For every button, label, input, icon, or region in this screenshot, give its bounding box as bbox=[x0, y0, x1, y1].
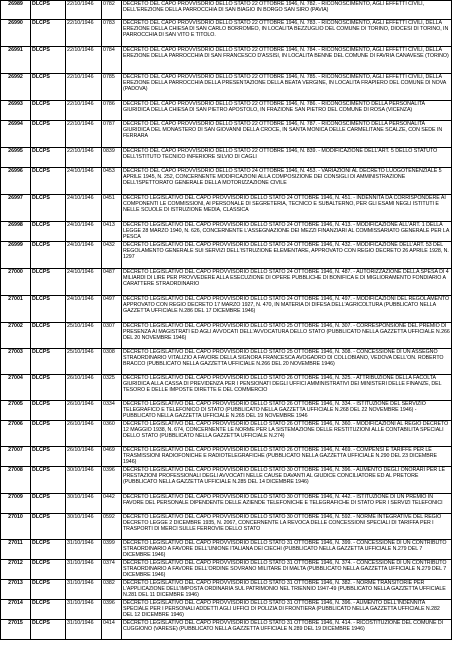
act-type: DLCPS bbox=[31, 540, 66, 560]
act-description: DECRETO LEGISLATIVO DEL CAPO PROVVISORIO DELLO STATO 25 OTTOBRE 1946, N. 308. - CONCESSIONE DI UN ASSEGNO STRAORDINARIO VITALIZIO A FAVORE DELLA SIGNORA FRANCESCA AVOGADRO DI COLLOBIANO, VEDOVA DELL'ON. ROBERTO BRACCO (PUBBLICATO NELLA GAZZETTA UFFICIALE N.266 DEL 20 NOVEMBRE 1946) bbox=[122, 349, 452, 375]
act-type: DLCPS bbox=[31, 195, 66, 222]
act-number: 0334 bbox=[102, 401, 122, 421]
act-number: 0399 bbox=[102, 540, 122, 560]
table-row bbox=[1, 467, 452, 494]
act-date: 31/10/1946 bbox=[66, 580, 102, 600]
act-number: 0413 bbox=[102, 222, 122, 242]
record-number: 27013 bbox=[1, 580, 31, 600]
act-number: 0396 bbox=[102, 467, 122, 494]
act-type: DLCPS bbox=[31, 168, 66, 195]
act-description: DECRETO DEL CAPO PROVVISORIO DELLO STATO 22 OTTOBRE 1946, N. 783. - RICONOSCIMENTO, AGLI EFFETTI CIVILI, DELLA EREZIONE DELLA CHIESA DI SAN CARLO BORROMEO, IN LOCALITA BEZZUGLIO DEL COMUNE DI TORINO, DIOCESI DI TORINO, IN PARROCCHIA DI SAN VITO E TITOLO. bbox=[122, 20, 452, 47]
table-row bbox=[1, 620, 452, 640]
act-description: DECRETO LEGISLATIVO DEL CAPO PROVVISORIO DELLO STATO 25 OTTOBRE 1946, N. 307. - CORRESPONSIONE DEL PREMIO DI PRESENZA AI MAGISTRATI ED AGLI AVVOCATI DELL'AVVOCATURA DELLO STATO (PUBBLICATO NELLA GAZZETTA UFFICIALE N.266 DEL 20 NOVEMBRE 1946) bbox=[122, 323, 452, 349]
act-type: DLCPS bbox=[31, 467, 66, 494]
act-date: 31/10/1946 bbox=[66, 600, 102, 620]
act-date: 22/10/1946 bbox=[66, 1, 102, 20]
act-description: DECRETO LEGISLATIVO DEL CAPO PROVVISORIO DELLO STATO 26 OTTOBRE 1946, N. 360. - MODIFICAZIONI AL REGIO DECRETO 12 MAGGIO 1938, N. 674, CONCERNENTE LE NORME PER LA SISTEMAZIONE DELLE RESTITUZIONI ALLE CONTABILITA SPECIALI DELLO STATO (PUBBLICATO NELLA GAZZETTA UFFICIALE N.274) bbox=[122, 421, 452, 447]
record-number: 26996 bbox=[1, 168, 31, 195]
act-date: 25/10/1946 bbox=[66, 323, 102, 349]
act-date: 31/10/1946 bbox=[66, 620, 102, 640]
act-type: DLCPS bbox=[31, 121, 66, 148]
act-date: 24/10/1946 bbox=[66, 168, 102, 195]
act-description: DECRETO LEGISLATIVO DEL CAPO PROVVISORIO DELLO STATO 24 OTTOBRE 1946, N. 451. - INDENNITA DA CORRISPONDERE AI COMPONENTI LE COMMISSIONI, AI PERSONALE DI SEGRETERIA, TECNICO E SUBALTERNO, PER GLI ESAMI NEGLI ISTITUTI E NELLE SCUOLE DI ISTRUZIONE MEDIA, CLASSICA bbox=[122, 195, 452, 222]
act-type: DLCPS bbox=[31, 580, 66, 600]
act-type: DLCPS bbox=[31, 349, 66, 375]
record-number: 26989 bbox=[1, 1, 31, 20]
record-number: 26997 bbox=[1, 195, 31, 222]
act-number: 0469 bbox=[102, 447, 122, 467]
table-row bbox=[1, 242, 452, 269]
table-row bbox=[1, 101, 452, 121]
act-description: DECRETO DEL CAPO PROVVISORIO DELLO STATO 22 OTTOBRE 1946, N. 786. - RICONOSCIMENTO DELLA PERSONALITA GIURIDICA DELLA CHIESA DI SAN PIETRO APOSTOLO, IN FRAZIONE SAN PIETRO DEL COMUNE DI ROSA (VICENZA) bbox=[122, 101, 452, 121]
act-type: DLCPS bbox=[31, 421, 66, 447]
act-date: 25/10/1946 bbox=[66, 349, 102, 375]
act-number: 0783 bbox=[102, 20, 122, 47]
record-number: 27012 bbox=[1, 560, 31, 580]
record-number: 27001 bbox=[1, 296, 31, 323]
act-date: 22/10/1946 bbox=[66, 101, 102, 121]
act-number: 0432 bbox=[102, 242, 122, 269]
act-type: DLCPS bbox=[31, 600, 66, 620]
act-type: DLCPS bbox=[31, 74, 66, 101]
act-type: DLCPS bbox=[31, 447, 66, 467]
table-row bbox=[1, 421, 452, 447]
record-number: 27004 bbox=[1, 375, 31, 401]
act-description: DECRETO LEGISLATIVO DEL CAPO PROVVISORIO DELLO STATO 30 OTTOBRE 1946, N. 592. - NORME INTEGRATIVE DEL REGIO DECRETO LEGGE 2 DICEMBRE 1935, N. 2067, CONCERNENTE LA REVOCA DELLE CONCESSIONI SPECIALI DI TARIFFA PER I TRASPORTI DI MERCI SULLE FERROVIE DELLO STATO bbox=[122, 514, 452, 540]
act-number: 0497 bbox=[102, 296, 122, 323]
act-date: 24/10/1946 bbox=[66, 296, 102, 323]
record-number: 27011 bbox=[1, 540, 31, 560]
table-row bbox=[1, 47, 452, 74]
act-date: 26/10/1946 bbox=[66, 375, 102, 401]
table-row bbox=[1, 447, 452, 467]
act-number: 0325 bbox=[102, 375, 122, 401]
decree-register-body bbox=[1, 1, 452, 640]
record-number: 26992 bbox=[1, 74, 31, 101]
table-row bbox=[1, 375, 452, 401]
act-number: 0785 bbox=[102, 74, 122, 101]
record-number: 27006 bbox=[1, 421, 31, 447]
table-row bbox=[1, 222, 452, 242]
act-description: DECRETO DEL CAPO PROVVISORIO DELLO STATO 22 OTTOBRE 1946, N. 839. - MODIFICAZIONE DELL'ART. 5 DELLO STATUTO DELL'ISTITUTO TECNICO INFERIORE SILVIO DI CAGLI bbox=[122, 148, 452, 168]
act-type: DLCPS bbox=[31, 620, 66, 640]
act-number: 0360 bbox=[102, 421, 122, 447]
table-row bbox=[1, 269, 452, 296]
act-description: DECRETO DEL CAPO PROVVISORIO DELLO STATO 22 OTTOBRE 1946, N. 787. - RICONOSCIMENTO DELLA PERSONALITA GIURIDICA DEL MONASTERO DI SAN GIOVANNI DELLA CROCE, IN SANTA MONICA DELLE CARMELITANE SCALZE, CON SEDE IN FERRARA bbox=[122, 121, 452, 148]
act-date: 24/10/1946 bbox=[66, 242, 102, 269]
table-row bbox=[1, 600, 452, 620]
act-type: DLCPS bbox=[31, 242, 66, 269]
table-row bbox=[1, 494, 452, 514]
act-type: DLCPS bbox=[31, 296, 66, 323]
act-number: 0396 bbox=[102, 600, 122, 620]
act-type: DLCPS bbox=[31, 494, 66, 514]
act-type: DLCPS bbox=[31, 269, 66, 296]
act-type: DLCPS bbox=[31, 375, 66, 401]
record-number: 27002 bbox=[1, 323, 31, 349]
record-number: 27015 bbox=[1, 620, 31, 640]
act-number: 0382 bbox=[102, 580, 122, 600]
act-type: DLCPS bbox=[31, 401, 66, 421]
record-number: 27005 bbox=[1, 401, 31, 421]
act-description: DECRETO LEGISLATIVO DEL CAPO PROVVISORIO DELLO STATO 31 OTTOBRE 1946, N. 396. - AUMENTO DELL'INDENNITA SPECIALE PER I PERSONALI ADDETTI AGLI UFFICI DI POLIZIA DI FRONTIERA (PUBBLICATO NELLA GAZZETTA UFFICIALE N.282 DEL 12 DICEMBRE 1946) bbox=[122, 600, 452, 620]
act-type: DLCPS bbox=[31, 101, 66, 121]
act-description: DECRETO LEGISLATIVO DEL CAPO PROVVISORIO DELLO STATO 30 OTTOBRE 1946, N. 396. - AUMENTO DEGLI ONORARI PER LE PRESTAZIONI PROFESSIONALI DEGLI AVVOCATI NELLE CAUSE DAVANTI AL GIUDICE CONCILIATORE ED AL PRETORE (PUBBLICATO NELLA GAZZETTA UFFICIALE N.285 DEL 14 DICEMBRE 1946) bbox=[122, 467, 452, 494]
record-number: 27007 bbox=[1, 447, 31, 467]
table-row bbox=[1, 349, 452, 375]
act-number: 0307 bbox=[102, 323, 122, 349]
table-row bbox=[1, 74, 452, 101]
record-number: 26994 bbox=[1, 121, 31, 148]
act-number: 0782 bbox=[102, 1, 122, 20]
act-date: 22/10/1946 bbox=[66, 47, 102, 74]
record-number: 26998 bbox=[1, 222, 31, 242]
table-row bbox=[1, 560, 452, 580]
act-description: DECRETO LEGISLATIVO DEL CAPO PROVVISORIO DELLO STATO 31 OTTOBRE 1946, N. 382. - NORME TRANSITORIE PER L'APPLICAZIONE DELL'IMPOSTA ORDINARIA SUL PATRIMONIO NEL TRIENNIO 1947-49 (PUBBLICATO NELLA GAZZETTA UFFICIALE N.281 DEL 11 DICEMBRE 1946) bbox=[122, 580, 452, 600]
act-date: 22/10/1946 bbox=[66, 20, 102, 47]
act-type: DLCPS bbox=[31, 47, 66, 74]
act-number: 0414 bbox=[102, 620, 122, 640]
act-description: DECRETO LEGISLATIVO DEL CAPO PROVVISORIO DELLO STATO 26 OTTOBRE 1946, N. 469. - COMPENSI E TARIFFE PER LE TRASMISSIONI RADIOFONICHE E RADIOTELEGRAFICHE (PUBBLICATO NELLA GAZZETTA UFFICIALE N.290 DEL 23 DICEMBRE 1946) bbox=[122, 447, 452, 467]
table-row bbox=[1, 323, 452, 349]
act-description: DECRETO LEGISLATIVO DEL CAPO PROVVISORIO DELLO STATO 31 OTTOBRE 1946, N. 399. - CONCESSIONE DI UN CONTRIBUTO STRAORDINARIO A FAVORE DELL'UNIONE ITALIANA DEI CIECHI (PUBBLICATO NELLA GAZZETTA UFFICIALE N.279 DEL 7 DICEMBRE 1946) bbox=[122, 540, 452, 560]
act-type: DLCPS bbox=[31, 20, 66, 47]
act-date: 22/10/1946 bbox=[66, 148, 102, 168]
act-description: DECRETO LEGISLATIVO DEL CAPO PROVVISORIO DELLO STATO 30 OTTOBRE 1946, N. 442. - ISTITUZIONE DI UN PREMIO IN FAVORE DEL PERSONALE DIPENDENTE DELLE AZIENDE TELEFONICHE E TELEGRAFICHE DI STATO PER I SERVIZI TELEFONICI bbox=[122, 494, 452, 514]
act-number: 0442 bbox=[102, 494, 122, 514]
act-number: 0487 bbox=[102, 269, 122, 296]
record-number: 26991 bbox=[1, 47, 31, 74]
act-description: DECRETO LEGISLATIVO DEL CAPO PROVVISORIO DELLO STATO 24 OTTOBRE 1946, N. 487. - AUTORIZZAZIONE DELLA SPESA DI 4 MILIARDI DI LIRE PER PROVVEDERE ALLA ESECUZIONE DI OPERE PUBBLICHE DI BONIFICA E DI MIGLIORAMENTO FONDIARIO A CARATTERE STRAORDINARIO bbox=[122, 269, 452, 296]
record-number: 26995 bbox=[1, 148, 31, 168]
act-description: DECRETO LEGISLATIVO DEL CAPO PROVVISORIO DELLO STATO 26 OTTOBRE 1946, N. 334. - ISTITUZIONE DEL SERVIZIO TELEGRAFICO E TELEFONICO DI STATO (PUBBLICATO NELLA GAZZETTA UFFICIALE N.268 DEL 22 NOVEMBRE 1946) - PUBBLICATO NELLA GAZZETTA UFFICIALE N.265 DEL 19 NOVEMBRE 1946 bbox=[122, 401, 452, 421]
act-description: DECRETO LEGISLATIVO DEL CAPO PROVVISORIO DELLO STATO 26 OTTOBRE 1946, N. 325. - ATTRIBUZIONE DELLA FACOLTA GIURIDICA ALLA CASSA DI PREVIDENZA PER I PENSIONATI DEGLI UFFICI AMMINISTRATIVI DEI MINISTERI DELLE FINANZE, DEL TESORO E DELLE IMPOSTE DIRETTE E DEL COMMERCIO bbox=[122, 375, 452, 401]
record-number: 26990 bbox=[1, 20, 31, 47]
act-date: 31/10/1946 bbox=[66, 560, 102, 580]
table-row bbox=[1, 121, 452, 148]
act-date: 24/10/1946 bbox=[66, 195, 102, 222]
act-description: DECRETO DEL CAPO PROVVISORIO DELLO STATO 22 OTTOBRE 1946, N. 785. - RICONOSCIMENTO, AGLI EFFETTI CIVILI, DELLA EREZIONE DELLA PARROCCHIA DELLA PRESENTAZIONE DELLA BEATA VERGINE, IN LOCALITA FRAPIERO DEL COMUNE DI NOVA (PADOVA) bbox=[122, 74, 452, 101]
act-type: DLCPS bbox=[31, 148, 66, 168]
act-type: DLCPS bbox=[31, 560, 66, 580]
act-description: DECRETO LEGISLATIVO DEL CAPO PROVVISORIO DELLO STATO 31 OTTOBRE 1946, N. 374. - CONCESSIONE DI UN CONTRIBUTO STRAORDINARIO A FAVORE DELL'ORDINE SOVRANO MILITARE DI MALTA (PUBBLICATO NELLA GAZZETTA UFFICIALE N.279 DEL 7 DICEMBRE 1946) bbox=[122, 560, 452, 580]
act-number: 0784 bbox=[102, 47, 122, 74]
act-number: 0308 bbox=[102, 349, 122, 375]
act-number: 0451 bbox=[102, 195, 122, 222]
record-number: 27008 bbox=[1, 467, 31, 494]
table-row bbox=[1, 401, 452, 421]
act-description: DECRETO DEL CAPO PROVVISORIO DELLO STATO 22 OTTOBRE 1946, N. 782. - RICONOSCIMENTO, AGLI EFFETTI CIVILI, DELL'EREZIONE DELLA PARROCCHIA DI SAN BIAGIO IN BORGO SAN SIRO (PAVIA) bbox=[122, 1, 452, 20]
act-description: DECRETO LEGISLATIVO DEL CAPO PROVVISORIO DELLO STATO 24 OTTOBRE 1946, N. 432. - MODIFICAZIONE DELL'ART. 53 DEL REGOLAMENTO GENERALE SUI SERVIZI DELL'ISTRUZIONE ELEMENTARE, APPROVATO CON REGIO DECRETO 26 APRILE 1928, N. 1297 bbox=[122, 242, 452, 269]
act-number: 0786 bbox=[102, 101, 122, 121]
act-number: 0592 bbox=[102, 514, 122, 540]
record-number: 27000 bbox=[1, 269, 31, 296]
act-date: 24/10/1946 bbox=[66, 222, 102, 242]
act-description: DECRETO DEL CAPO PROVVISORIO DELLO STATO 24 OTTOBRE 1946, N. 453. - VARIAZIONI AL DECRETO LUOGOTENENZIALE 5 APRILE 1945, N. 252, CONCERNENTE MODIFICAZIONI ALLA COMPOSIZIONE DEI CONSIGLI DI AMMINISTRAZIONE DELL'ISPETTORATO GENERALE DELLA MOTORIZZAZIONE CIVILE bbox=[122, 168, 452, 195]
table-row bbox=[1, 195, 452, 222]
act-type: DLCPS bbox=[31, 222, 66, 242]
act-date: 26/10/1946 bbox=[66, 401, 102, 421]
record-number: 27014 bbox=[1, 600, 31, 620]
act-number: 0453 bbox=[102, 168, 122, 195]
act-date: 30/10/1946 bbox=[66, 514, 102, 540]
act-date: 30/10/1946 bbox=[66, 467, 102, 494]
table-row bbox=[1, 1, 452, 20]
table-row bbox=[1, 20, 452, 47]
act-number: 0839 bbox=[102, 148, 122, 168]
record-number: 27010 bbox=[1, 514, 31, 540]
act-type: DLCPS bbox=[31, 1, 66, 20]
table-row bbox=[1, 168, 452, 195]
act-date: 22/10/1946 bbox=[66, 121, 102, 148]
table-row bbox=[1, 540, 452, 560]
act-number: 0787 bbox=[102, 121, 122, 148]
table-row bbox=[1, 296, 452, 323]
table-row bbox=[1, 148, 452, 168]
record-number: 27003 bbox=[1, 349, 31, 375]
table-row bbox=[1, 514, 452, 540]
act-date: 26/10/1946 bbox=[66, 447, 102, 467]
act-date: 30/10/1946 bbox=[66, 494, 102, 514]
act-date: 22/10/1946 bbox=[66, 74, 102, 101]
act-description: DECRETO DEL CAPO PROVVISORIO DELLO STATO 22 OTTOBRE 1946, N. 784. - RICONOSCIMENTO, AGLI EFFETTI CIVILI, DELLA EREZIONE DELLA PARROCCHIA DI SAN FRANCESCO D'ASSISI, IN LOCALITA BENNE DEL COMUNE DI FAVRIA CANAVESE (TORINO) bbox=[122, 47, 452, 74]
act-description: DECRETO LEGISLATIVO DEL CAPO PROVVISORIO DELLO STATO 31 OTTOBRE 1946, N. 414. - RICOSTITUZIONE DEL COMUNE DI CUGGIONO (VARESE) (PUBBLICATO NELLA GAZZETTA UFFICIALE N.289 DEL 19 DICEMBRE 1946) bbox=[122, 620, 452, 640]
act-type: DLCPS bbox=[31, 323, 66, 349]
act-description: DECRETO LEGISLATIVO DEL CAPO PROVVISORIO DELLO STATO 24 OTTOBRE 1946, N. 413. - MODIFICAZIONE ALL'ART. 1 DELLA LEGGE 28 MARZO 1940, N. 626, CONCERNENTE L'ASSEGNAZIONE DEI MEZZI FINANZIARI AL COMMISSARIATO GENERALE PER LA PESCA bbox=[122, 222, 452, 242]
table-row bbox=[1, 580, 452, 600]
record-number: 26999 bbox=[1, 242, 31, 269]
act-date: 31/10/1946 bbox=[66, 540, 102, 560]
act-date: 26/10/1946 bbox=[66, 421, 102, 447]
act-date: 24/10/1946 bbox=[66, 269, 102, 296]
record-number: 27009 bbox=[1, 494, 31, 514]
act-description: DECRETO LEGISLATIVO DEL CAPO PROVVISORIO DELLO STATO 24 OTTOBRE 1946, N. 497. - MODIFICAZIONI DEL REGOLAMENTO APPROVATO CON REGIO DECRETO 17 MARZO 1927, N. 470, IN MATERIA DI DIFESA DELL'AGRICOLTURA (PUBBLICATO NELLA GAZZETTA UFFICIALE N.286 DEL 17 DICEMBRE 1946) bbox=[122, 296, 452, 323]
record-number: 26993 bbox=[1, 101, 31, 121]
act-number: 0374 bbox=[102, 560, 122, 580]
act-type: DLCPS bbox=[31, 514, 66, 540]
